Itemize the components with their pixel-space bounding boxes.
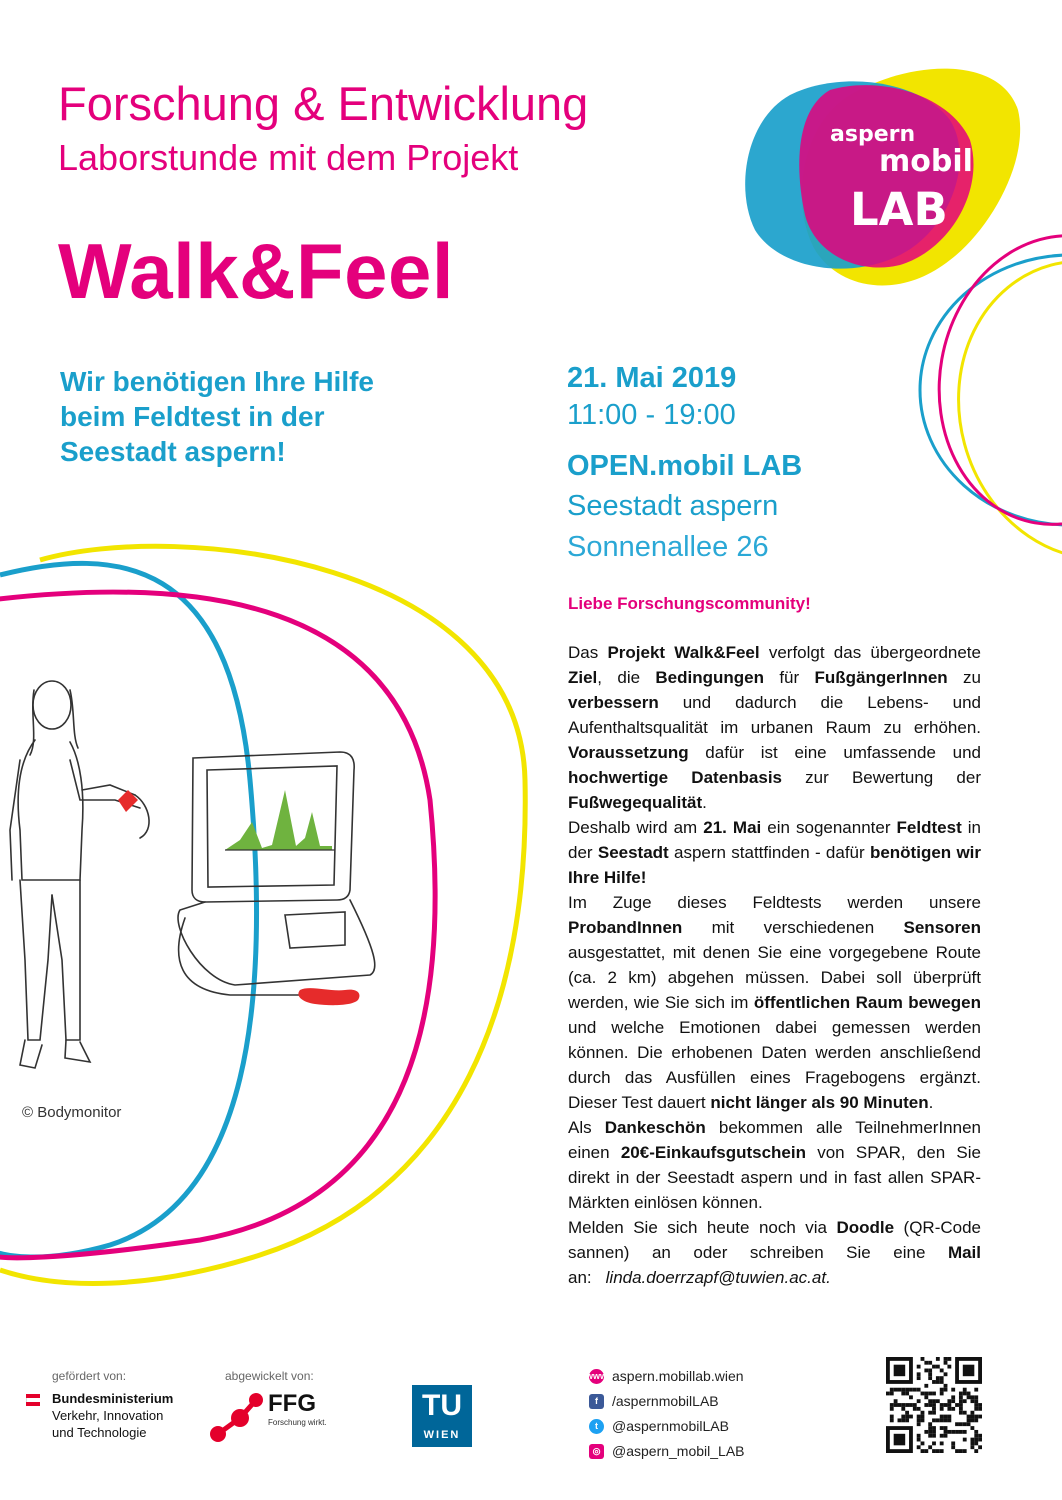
header-line-2: Laborstunde mit dem Projekt [58,137,519,178]
help-line-1: Wir benötigen Ihre Hilfe [60,366,374,397]
ministry-line-3: und Technologie [52,1425,147,1440]
help-line-3: Seestadt aspern! [60,436,286,467]
instagram-icon: ◎ [589,1444,604,1459]
wristband-sensor [118,790,138,812]
contact-email[interactable]: linda.doerrzapf@tuwien.ac.at. [605,1268,831,1287]
social-instagram[interactable] [589,1443,745,1459]
social-twitter[interactable] [589,1418,729,1434]
body-text [568,640,981,1290]
funded-label: gefördert von: [52,1369,127,1383]
facebook-icon: f [589,1394,604,1409]
greeting: Liebe Forschungscommunity! [568,594,811,613]
decorative-rings-right [917,216,1062,588]
instagram-link[interactable]: @aspern_mobil_LAB [612,1443,745,1459]
decorative-rings-left [0,546,525,1283]
qr-code-icon[interactable] [886,1357,982,1453]
help-callout [60,364,374,469]
help-line-2: beim Feldtest in der [60,401,325,432]
globe-icon: www [589,1369,604,1384]
logo-lab: LAB [850,183,948,236]
website-link[interactable]: aspern.mobillab.wien [612,1368,744,1384]
ffg-name: FFG [268,1390,316,1417]
header-line-1: Forschung & Entwicklung [58,77,589,130]
ministry-line-1: Bundesministerium [52,1391,174,1406]
paragraph-2: Deshalb wird am 21. Mai ein sogenannter Feldtest in der Seestadt aspern stattfinden - dafür benötigen wir Ihre Hilfe! [568,818,982,887]
ministry-line-2: Verkehr, Innovation [52,1408,164,1423]
copyright: © Bodymonitor [22,1104,122,1121]
logo-aspern: aspern [830,122,916,147]
tu-wien-logo [412,1385,472,1447]
paragraph-3: Im Zuge dieses Feldtests werden unsere ProbandInnen mit verschiedenen Sensoren ausgestattet, mit denen Sie eine vorgegebene Route (ca. 2 km) abgehen müssen. Dabei soll überprüft werden, wie Sie sich im öffentlichen Raum bewegen und welche Emotionen dabei gemessen werden können. Die erhobenen Daten werden anschließend durch das Ausfüllen eines Fragebogens ergänzt. Dieser Test dauert nicht länger als 90 Minuten. [568,893,982,1112]
event-street: Sonnenallee 26 [567,531,769,563]
logo-mobil: mobil [879,144,973,179]
twitter-icon: t [589,1419,604,1434]
ffg-mark-icon [206,1388,266,1444]
event-venue: OPEN.mobil LAB [567,450,803,482]
paragraph-5: Melden Sie sich heute noch via Doodle (QR-Code sannen) an oder schreiben Sie eine Mail an: linda.doerrzapf@tuwien.ac.at. [568,1218,982,1287]
twitter-link[interactable]: @aspernmobilLAB [612,1418,729,1434]
sensor-device [298,988,359,1005]
ffg-tagline: Forschung wirkt. [268,1418,327,1427]
social-website[interactable] [586,1368,744,1384]
tu-wien-text: WIEN [423,1429,461,1441]
tu-letters: TU [422,1389,462,1422]
event-date: 21. Mai 2019 [567,362,737,394]
event-place: Seestadt aspern [567,490,779,522]
bodymonitor-illustration [10,681,375,1068]
paragraph-1: Das Projekt Walk&Feel verfolgt das übergeordnete Ziel, die Bedingungen für FußgängerInnen zu verbessern und dadurch die Lebens- und Aufenthaltsqualität im urbanen Raum zu erhöhen. Voraussetzung dafür ist eine umfassende und hochwertige Datenbasis zur Bewertung der Fußwegequalität. [568,643,981,812]
facebook-link[interactable]: /aspernmobilLAB [612,1393,719,1409]
paragraph-4: Als Dankeschön bekommen alle TeilnehmerInnen einen 20€-Einkaufsgutschein von SPAR, den Sie direkt in der Seestadt aspern und in fast allen SPAR-Märkten einlösen können. [568,1118,981,1212]
social-facebook[interactable] [589,1393,719,1409]
handled-label: abgewickelt von: [225,1369,314,1383]
page-title: Walk&Feel [58,227,455,315]
ffg-logo [206,1388,336,1444]
event-time: 11:00 - 19:00 [567,399,736,431]
laptop-screen-graph [225,790,335,850]
